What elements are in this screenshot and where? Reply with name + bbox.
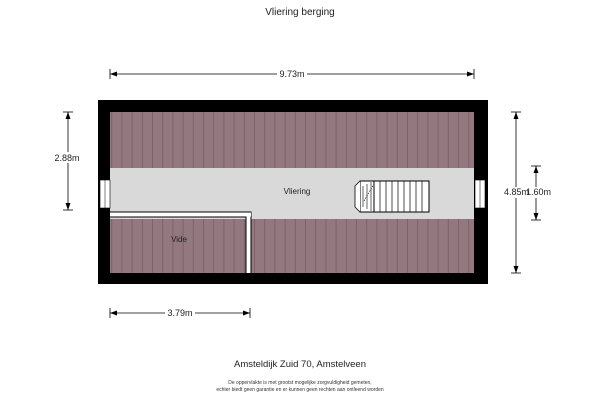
dimension-left-height xyxy=(52,112,82,210)
label-right-height: 4.85m xyxy=(504,187,530,197)
label-vide-width: 3.79m xyxy=(167,308,193,318)
roof-slope-bottom xyxy=(110,219,474,273)
disclaimer-line-2: echter biedt geen garantie en er kunnen geen rechten aan ontleend worden xyxy=(216,387,384,393)
address: Amsteldijk Zuid 70, Amstelveen xyxy=(233,359,366,370)
label-left-height: 2.88m xyxy=(54,153,80,163)
dimension-total-width xyxy=(110,68,474,79)
label-total-width: 9.73m xyxy=(279,69,305,79)
plan-title: Vliering berging xyxy=(265,7,335,18)
dimension-vide-width xyxy=(110,307,250,318)
disclaimer-line-1: De oppervlakte is met grootst mogelijke zorgvuldigheid gemeten, xyxy=(228,380,372,386)
label-stair-width: 1.60m xyxy=(526,187,552,197)
roof-slope-top xyxy=(110,112,474,168)
staircase xyxy=(355,181,429,212)
room-label-vide: Vide xyxy=(171,235,187,244)
room-label-vliering: Vliering xyxy=(283,187,311,196)
